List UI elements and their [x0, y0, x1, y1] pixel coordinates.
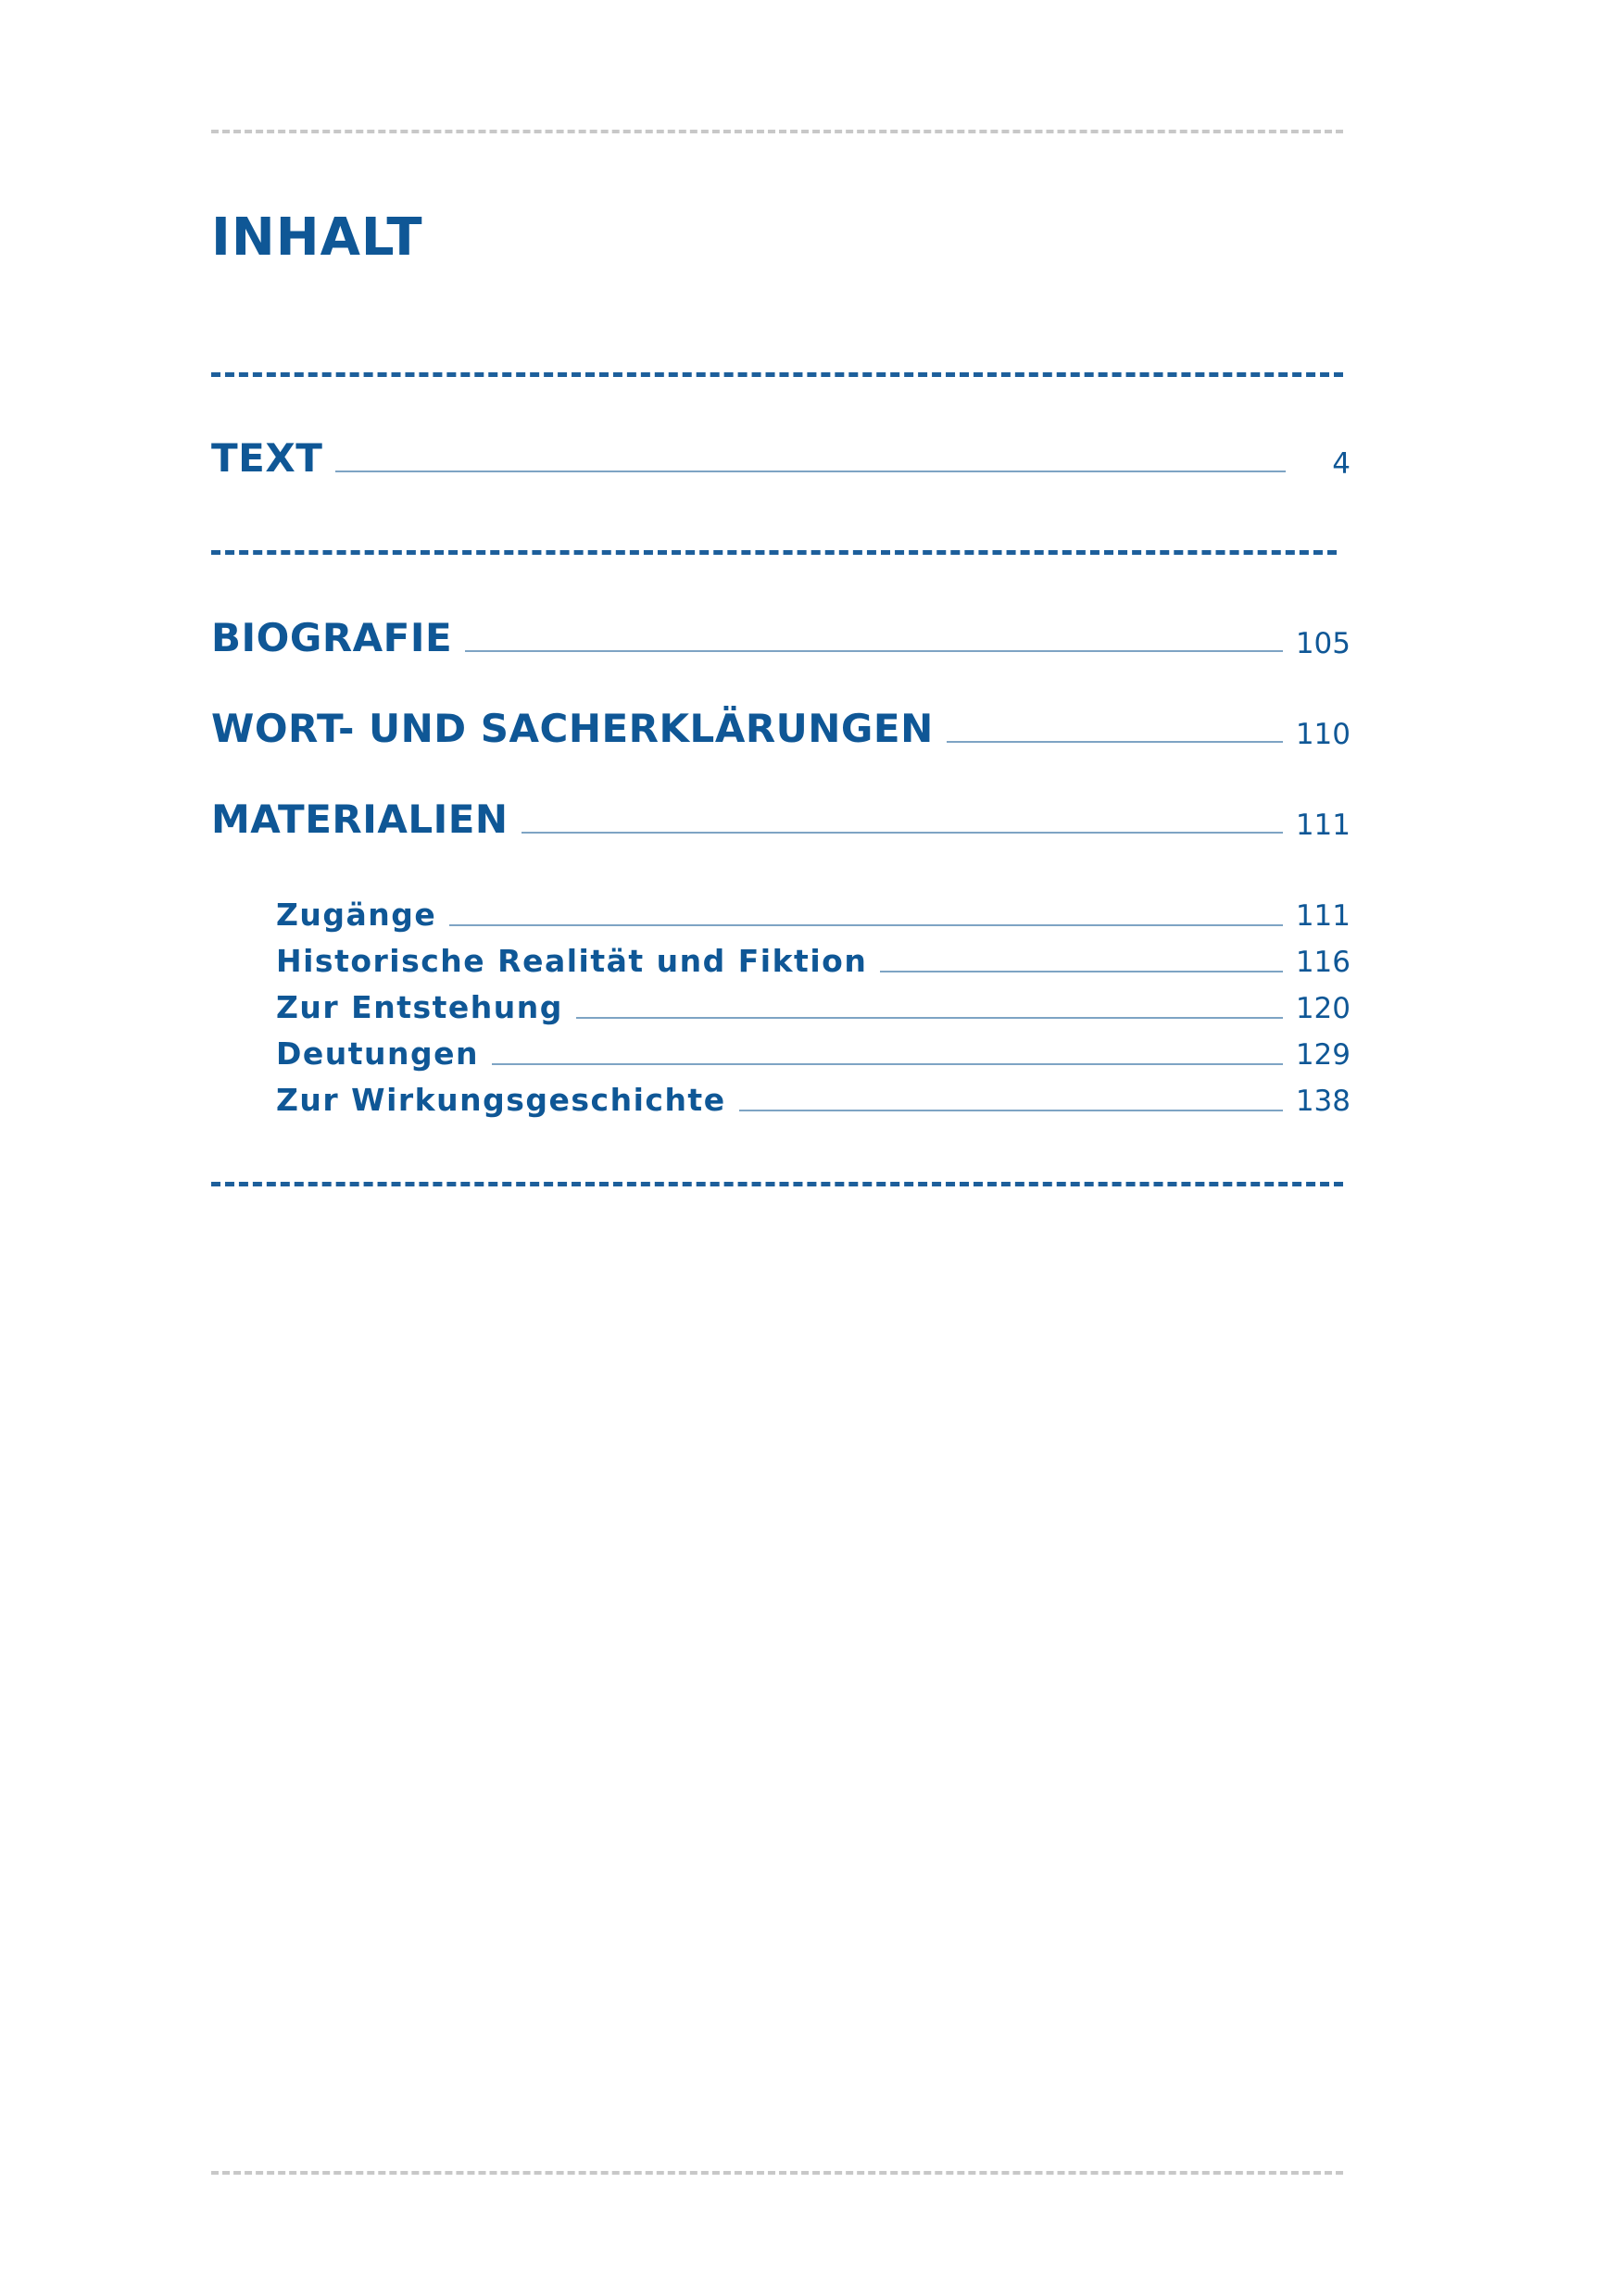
- toc-subentry-label: Historische Realität und Fiktion: [276, 943, 868, 979]
- toc-page-number: 4: [1332, 447, 1351, 481]
- toc-entry-text[interactable]: [211, 435, 1351, 481]
- toc-entry-wort-und-sacherklaerungen[interactable]: [211, 706, 1351, 751]
- section-divider: [211, 372, 1343, 377]
- page-title: INHALT: [211, 207, 423, 268]
- toc-leader-line: [947, 741, 1283, 743]
- section-divider: [211, 550, 1337, 555]
- toc-page-number: 111: [1295, 899, 1351, 933]
- toc-leader-line: [880, 971, 1283, 972]
- toc-entry-label: BIOGRAFIE: [211, 615, 453, 660]
- toc-leader-line: [335, 470, 1286, 472]
- top-divider: [211, 130, 1343, 133]
- toc-page-number: 111: [1295, 809, 1351, 842]
- toc-subentry-deutungen[interactable]: [276, 1035, 1351, 1072]
- toc-page-number: 129: [1295, 1038, 1351, 1072]
- toc-subentry-label: Zur Wirkungsgeschichte: [276, 1082, 726, 1118]
- toc-subentry-label: Zur Entstehung: [276, 989, 563, 1025]
- toc-entry-biografie[interactable]: [211, 615, 1351, 660]
- toc-page-number: 110: [1295, 718, 1351, 751]
- toc-entry-label: TEXT: [211, 435, 323, 481]
- toc-entry-materialien[interactable]: [211, 797, 1351, 842]
- toc-subentry-zur-entstehung[interactable]: [276, 989, 1351, 1025]
- toc-leader-line: [449, 924, 1283, 926]
- toc-page-number: 116: [1295, 946, 1351, 979]
- toc-entry-label: WORT- UND SACHERKLÄRUNGEN: [211, 706, 934, 751]
- section-divider: [211, 1182, 1343, 1186]
- toc-subentry-zur-wirkungsgeschichte[interactable]: [276, 1082, 1351, 1118]
- toc-leader-line: [576, 1017, 1283, 1019]
- toc-leader-line: [492, 1063, 1283, 1065]
- toc-subentry-zugaenge[interactable]: [276, 897, 1351, 933]
- toc-leader-line: [521, 832, 1283, 834]
- toc-leader-line: [465, 650, 1283, 652]
- toc-leader-line: [739, 1110, 1283, 1111]
- toc-subentry-historische-realitaet[interactable]: [276, 943, 1351, 979]
- toc-subentry-label: Zugänge: [276, 897, 437, 933]
- toc-entry-label: MATERIALIEN: [211, 797, 509, 842]
- toc-page-number: 105: [1295, 627, 1351, 660]
- bottom-divider: [211, 2171, 1343, 2175]
- toc-page-number: 120: [1295, 992, 1351, 1025]
- toc-subentry-label: Deutungen: [276, 1035, 480, 1072]
- toc-page-number: 138: [1295, 1085, 1351, 1118]
